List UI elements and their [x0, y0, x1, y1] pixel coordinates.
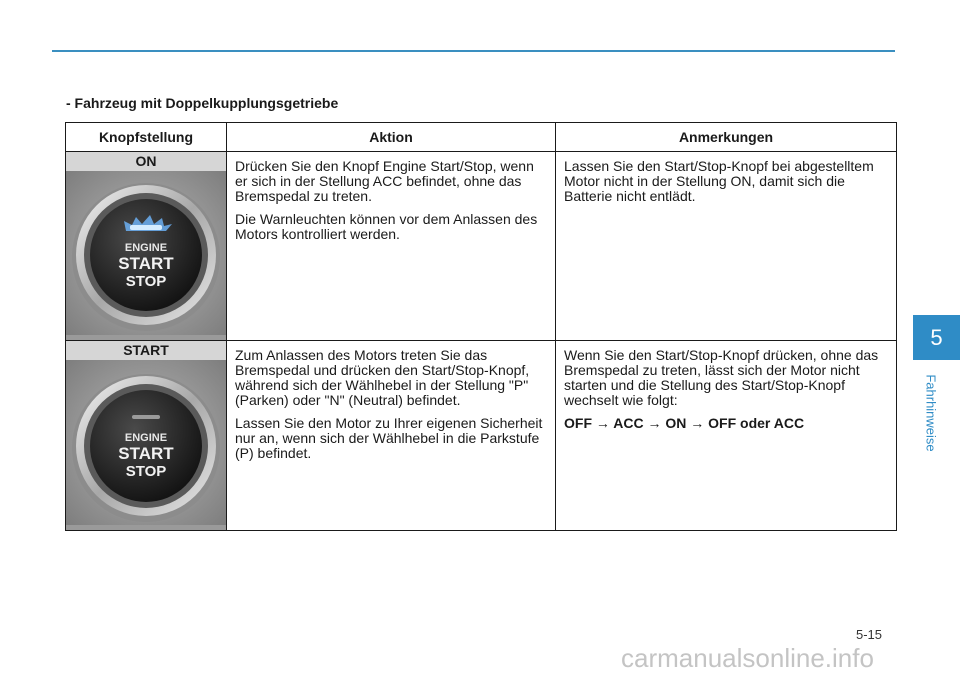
header-rule [52, 50, 895, 52]
action-paragraph: Zum Anlassen des Motors treten Sie das Bremspedal und drücken den Start/Stop-Knopf, während sich der Wählhebel in der Stellung "P" (Parken) oder "N" (Neutral) befindet. [235, 347, 530, 408]
notes-cell [556, 152, 897, 341]
state-label: START [66, 341, 226, 360]
state-cell [66, 152, 227, 341]
button-position-table [65, 122, 897, 531]
indicator-off [132, 415, 160, 419]
button-image-area [66, 171, 226, 340]
chapter-tab[interactable] [913, 315, 960, 360]
action-paragraph: Drücken Sie den Knopf Engine Start/Stop, wenn er sich in der Stellung ACC befindet, ohne das Bremspedal zu treten. [235, 158, 534, 204]
chapter-name-text: Fahrhinweise [923, 374, 939, 452]
table-row [66, 152, 897, 341]
notes-paragraph: Wenn Sie den Start/Stop-Knopf drücken, ohne das Bremspedal zu treten, lässt sich der Motor nicht starten und die Stellung des Start/Stop-Knopf wechselt wie folgt: [564, 347, 879, 408]
table-header-row [66, 123, 897, 152]
action-cell [227, 152, 556, 341]
state-sequence: OFF → ACC → ON → OFF oder ACC [564, 415, 805, 431]
state-label: ON [66, 152, 226, 171]
action-paragraph: Lassen Sie den Motor zu Ihrer eigenen Sicherheit nur an, wenn sich der Wählhebel in die Parkstufe (P) befindet. [235, 415, 543, 461]
button-text-line1: ENGINE [124, 242, 168, 254]
section-title: - Fahrzeug mit Doppelkupplungsgetriebe [66, 95, 339, 111]
chapter-number: 5 [930, 325, 943, 350]
action-cell [227, 341, 556, 531]
chapter-name [921, 368, 941, 458]
column-header-notes: Anmerkungen [556, 123, 897, 152]
column-header-action: Aktion [227, 123, 556, 152]
button-text-line2: START [118, 254, 174, 273]
state-cell [66, 341, 227, 531]
table-row [66, 341, 897, 531]
button-image-area [66, 360, 226, 530]
page-number: 5-15 [856, 627, 883, 642]
button-text-line1: ENGINE [124, 432, 168, 444]
watermark: carmanualsonline.info [621, 643, 874, 673]
button-text-line3: STOP [125, 463, 167, 480]
button-text-line2: START [118, 444, 174, 463]
notes-paragraph: Lassen Sie den Start/Stop-Knopf bei abgestelltem Motor nicht in der Stellung ON, damit sich die Batterie nicht entlädt. [564, 158, 874, 204]
notes-cell [556, 341, 897, 531]
action-paragraph: Die Warnleuchten können vor dem Anlassen des Motors kontrolliert werden. [235, 211, 538, 242]
button-text-line3: STOP [125, 273, 167, 290]
column-header-position: Knopfstellung [66, 123, 227, 152]
engine-start-stop-button-icon [66, 171, 226, 335]
engine-start-stop-button-icon [66, 360, 226, 525]
